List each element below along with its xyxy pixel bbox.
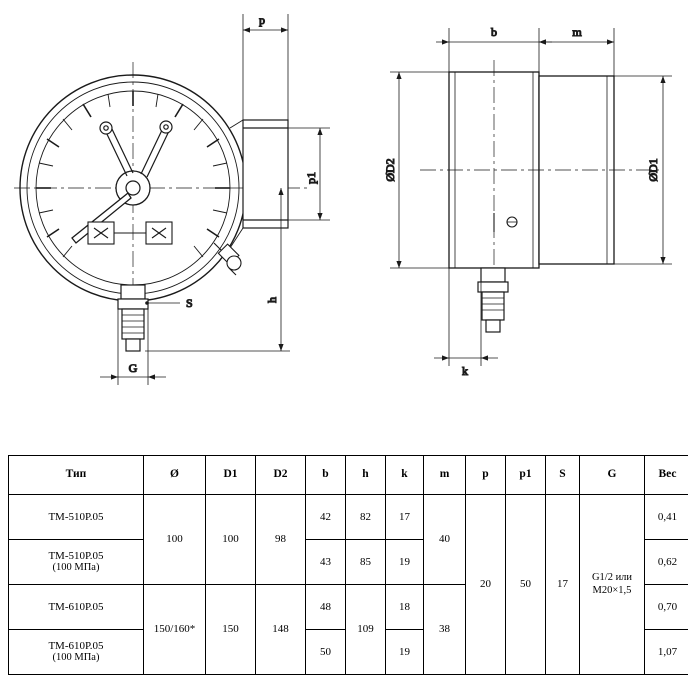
col-header-h: h [346,456,386,495]
specification-table-wrapper [8,455,680,675]
cell-k-4: 19 [386,630,424,675]
cell-k-1: 17 [386,495,424,540]
contact-block-right [146,222,172,244]
cell-diameter-150: 150/160* [144,585,206,675]
specification-table [8,455,688,675]
cell-weight-3: 0,70 [645,585,688,630]
col-header-weight: Вес [645,456,688,495]
cell-h-1: 82 [346,495,386,540]
setpoint-pointer-min [100,122,133,176]
cell-h-2: 85 [346,540,386,585]
cell-d1-100: 100 [206,495,256,585]
col-header-d1: D1 [206,456,256,495]
cell-type-1: ТМ-510Р.05 [9,495,144,540]
col-header-b: b [306,456,346,495]
label-b: b [491,25,497,39]
leader-S [145,301,180,305]
cell-type-3: ТМ-610Р.05 [9,585,144,630]
col-header-p: p [466,456,506,495]
dim-p [243,14,288,120]
cell-d1-150: 150 [206,585,256,675]
cell-m-100: 40 [424,495,466,585]
col-header-m: m [424,456,466,495]
setpoint-pointer-max [141,121,172,177]
cell-k-2: 19 [386,540,424,585]
cell-type-4-sub: (100 МПа) [52,652,100,664]
cell-type-4-main: ТМ-610Р.05 [48,639,104,652]
cell-g-all: G1/2 или M20×1,5 [580,495,645,675]
col-header-g: G [580,456,645,495]
label-G: G [128,361,138,375]
col-header-p1: p1 [506,456,546,495]
label-p1: p1 [304,172,318,184]
cell-weight-4: 1,07 [645,630,688,675]
cell-type-2 [9,540,144,585]
housing-screw [507,217,517,227]
cell-type-2-main: ТМ-510Р.05 [48,549,104,562]
label-D2: ØD2 [383,158,397,182]
cell-m-150: 38 [424,585,466,675]
cell-k-3: 18 [386,585,424,630]
col-header-k: k [386,456,424,495]
cell-b-3: 48 [306,585,346,630]
cell-diameter-100: 100 [144,495,206,585]
cable-gland [214,243,241,275]
cell-b-1: 42 [306,495,346,540]
label-S: S [186,296,193,310]
process-connection-side [478,268,508,332]
label-k: k [462,364,468,378]
label-D1: ØD1 [646,158,660,182]
cell-type-4 [9,630,144,675]
cell-d2-150: 148 [256,585,306,675]
contact-block-left [88,222,114,244]
cell-s-all: 17 [546,495,580,675]
table-row [9,495,688,540]
cell-p1-all: 50 [506,495,546,675]
cell-b-4: 50 [306,630,346,675]
col-header-d2: D2 [256,456,306,495]
label-p: p [259,13,265,27]
cell-b-2: 43 [306,540,346,585]
col-header-type: Тип [9,456,144,495]
table-header-row [9,456,688,495]
col-header-s: S [546,456,580,495]
cell-h-150: 109 [346,585,386,675]
cell-d2-100: 98 [256,495,306,585]
process-connection-left [118,285,148,351]
col-header-diameter: Ø [144,456,206,495]
label-m: m [572,25,582,39]
cell-p-all: 20 [466,495,506,675]
label-h: h [265,297,279,303]
cell-weight-2: 0,62 [645,540,688,585]
cell-weight-1: 0,41 [645,495,688,540]
cell-type-2-sub: (100 МПа) [52,562,100,574]
